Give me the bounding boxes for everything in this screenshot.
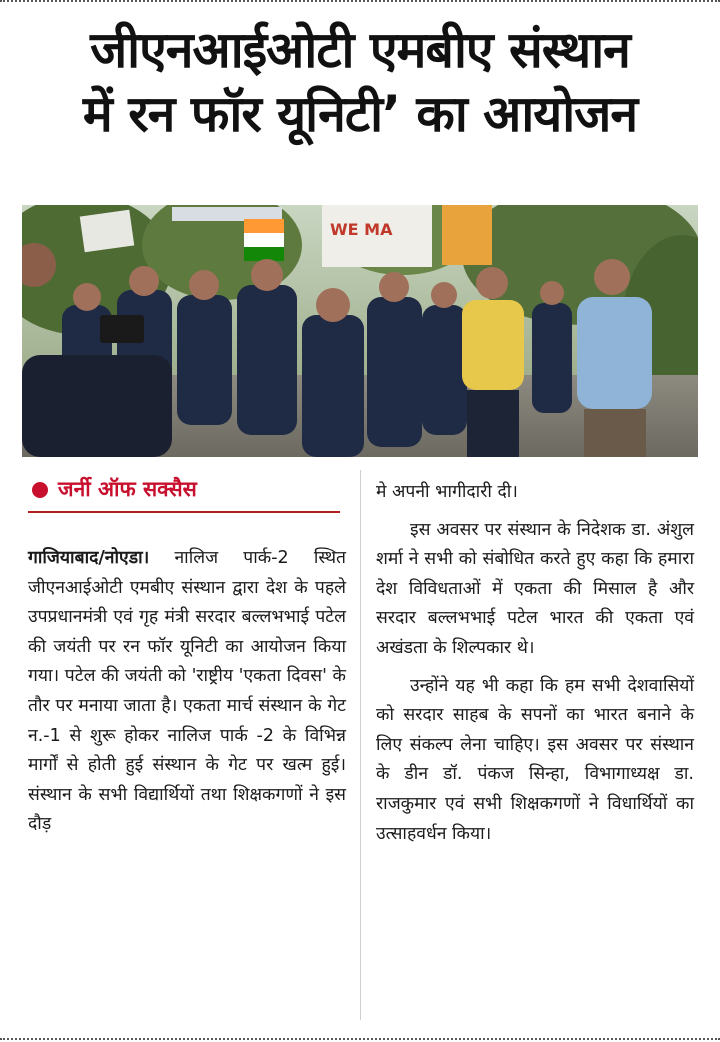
news-photo <box>22 205 698 457</box>
run-for-unity-photo-illustration <box>22 205 698 457</box>
article-paragraph-2: इस अवसर पर संस्थान के निदेशक डा. अंशुल शर्मा ने सभी को संबोधित करते हुए कहा कि हमारा देश विविधताओं में एकता की मिसाल है और सरदार बल्लभभाई पटेल भारत की एकता एवं अखंडता के शिल्पकार थे। <box>376 519 694 658</box>
article-column-left <box>28 544 346 840</box>
headline <box>10 18 710 146</box>
article-paragraph-3: उन्होंने यह भी कहा कि हम सभी देशवासियों को सरदार साहब के सपनों का भारत बनाने के लिए संकल्प लेना चाहिए। इस अवसर पर संस्थान के डीन डॉ. पंकज सिन्हा, विभागाध्यक्ष डा. राजकुमार एवं सभी शिक्षकगणों ने विधार्थियों का उत्साहवर्धन किया। <box>376 675 694 844</box>
article-paragraph-1-continued: मे अपनी भागीदारी दी। <box>376 482 518 502</box>
article-column-right <box>376 478 694 849</box>
paragraph-1-text: नालिज पार्क-2 स्थित जीएनआईओटी एमबीए संस्थान द्वारा देश के पहले उपप्रधानमंत्री एवं गृह मंत्री सरदार बल्लभभाई पटेल की जयंती पर रन फॉर यूनिटी का आयोजन किया गया। पटेल की जयंती को 'राष्ट्रीय 'एकता दिवस' के तौर पर मनाया जाता है। एकता मार्च संस्थान के गेट न.-1 से शुरू होकर नालिज पार्क -2 के विभिन्न मार्गों से होती हुई संस्थान के गेट पर खत्म हुई। संस्थान के सभी विद्यार्थियों तथा शिक्षकगणों ने इस दौड़ <box>28 548 346 835</box>
bottom-dotted-border <box>0 1030 720 1040</box>
kicker-label: जर्नी ऑफ सक्सैस <box>58 477 197 501</box>
headline-line-1: जीएनआईओटी एमबीए संस्थान <box>90 21 630 79</box>
article-paragraph-1 <box>28 544 346 840</box>
banner-text: WE MA <box>330 220 393 239</box>
top-dotted-border <box>0 0 720 10</box>
headline-line-2: में रन फॉर यूनिटी’ का आयोजन <box>82 85 638 143</box>
kicker-bullet-icon <box>32 482 48 498</box>
column-divider <box>360 470 361 1020</box>
dateline: गाजियाबाद/नोएडा। <box>28 548 150 568</box>
section-kicker <box>28 473 340 513</box>
